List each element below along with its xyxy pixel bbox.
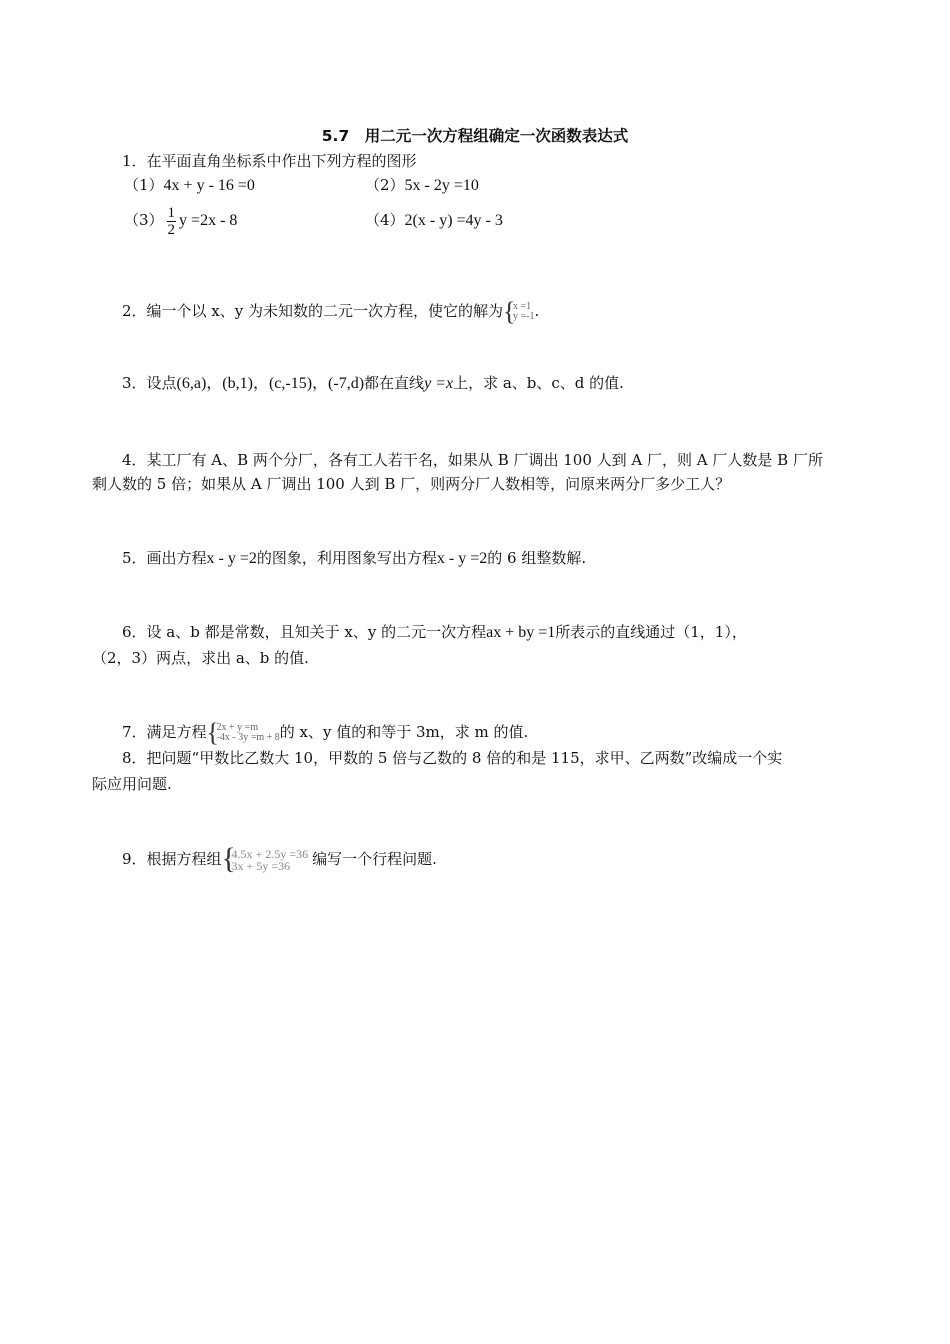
system-line-2: -4x - 3y =m + 8 <box>216 732 280 743</box>
question-3-mid: 都在直线 <box>364 374 425 392</box>
part-1-label: （1） <box>124 176 164 194</box>
brace-icon: { <box>503 297 516 326</box>
question-3 <box>122 373 624 394</box>
part-2-equation: 5x - 2y =10 <box>404 177 479 194</box>
question-6-equation: ax + by =1 <box>486 624 556 641</box>
question-7 <box>122 718 529 747</box>
system-line-1: 4.5x + 2.5y =36 <box>231 847 309 861</box>
part-4-label: （4） <box>365 211 405 229</box>
question-5-equation-1: x - y =2 <box>206 550 257 567</box>
part-3-equation: y =2x - 8 <box>179 212 238 229</box>
question-2-text: 2．编一个以 x、y 为未知数的二元一次方程，使它的解为 <box>122 302 504 320</box>
question-6-line-1 <box>122 622 747 643</box>
part-3-fraction <box>167 205 177 238</box>
question-2-end: . <box>534 302 540 320</box>
question-1-part-3 <box>124 202 237 239</box>
question-3-pre: 3．设点 <box>122 374 177 392</box>
fraction-numerator: 1 <box>167 204 176 221</box>
question-1-prompt: 1．在平面直角坐标系中作出下列方程的图形 <box>122 152 417 170</box>
question-7-equation-system <box>206 718 280 747</box>
question-3-line-equation: y =x <box>424 375 454 392</box>
question-4-line-1: 4．某工厂有 A、B 两个分厂，各有工人若干名，如果从 B 厂调出 100 人到 A 厂，则 A 厂人数是 B 厂所 <box>122 451 823 469</box>
fraction-denominator: 2 <box>167 221 176 238</box>
part-2-label: （2） <box>365 176 405 194</box>
question-3-points: (6,a)，(b,1)，(c,-15)，(-7,d) <box>176 375 365 392</box>
system-line-1: 2x + y =m <box>216 722 259 733</box>
question-3-post: 上，求 a、b、c、d 的值. <box>453 374 624 392</box>
brace-icon: { <box>221 842 236 875</box>
question-2 <box>122 297 540 326</box>
question-6-line-2: （2，3）两点，求出 a、b 的值. <box>92 649 309 667</box>
question-5-mid: 的图象，利用图象写出方程 <box>256 549 437 567</box>
question-8-line-2: 际应用问题. <box>92 775 172 793</box>
system-line-1: x =1 <box>513 301 532 312</box>
system-line-2: y =-1 <box>513 311 535 322</box>
page-title: 5.7 用二元一次方程组确定一次函数表达式 <box>321 127 629 145</box>
system-line-2: 3x + 5y =36 <box>231 859 291 873</box>
question-1-part-1 <box>124 175 255 196</box>
part-3-label: （3） <box>124 211 164 229</box>
question-8-line-1: 8．把问题“甲数比乙数大 10，甲数的 5 倍与乙数的 8 倍的和是 115，求甲、乙两数”改编成一个实 <box>122 749 783 767</box>
question-9-pre: 9．根据方程组 <box>122 850 222 868</box>
question-5 <box>122 548 586 569</box>
question-5-equation-2: x - y =2 <box>436 550 488 567</box>
question-9-equation-system <box>221 842 309 875</box>
question-5-pre: 5．画出方程 <box>122 549 207 567</box>
part-4-equation: 2(x - y) =4y - 3 <box>404 212 503 229</box>
question-2-solution-system <box>503 297 535 326</box>
question-7-pre: 7．满足方程 <box>122 723 207 741</box>
part-1-equation: 4x + y - 16 =0 <box>163 177 255 194</box>
question-1-part-4 <box>365 202 503 239</box>
question-4-line-2: 剩人数的 5 倍；如果从 A 厂调出 100 人到 B 厂，则两分厂人数相等，问原来两分厂多少工人？ <box>92 475 731 493</box>
question-7-post: 的 x、y 值的和等于 3m，求 m 的值. <box>279 723 529 741</box>
question-9-post: 编写一个行程问题. <box>312 850 437 868</box>
question-1-part-2 <box>365 175 479 196</box>
question-9 <box>122 842 437 875</box>
brace-icon: { <box>206 718 220 747</box>
question-6-post: 所表示的直线通过（1，1）， <box>555 623 747 641</box>
question-6-pre: 6．设 a、b 都是常数，且知关于 x、y 的二元一次方程 <box>122 623 487 641</box>
question-5-post: 的 6 组整数解. <box>487 549 587 567</box>
